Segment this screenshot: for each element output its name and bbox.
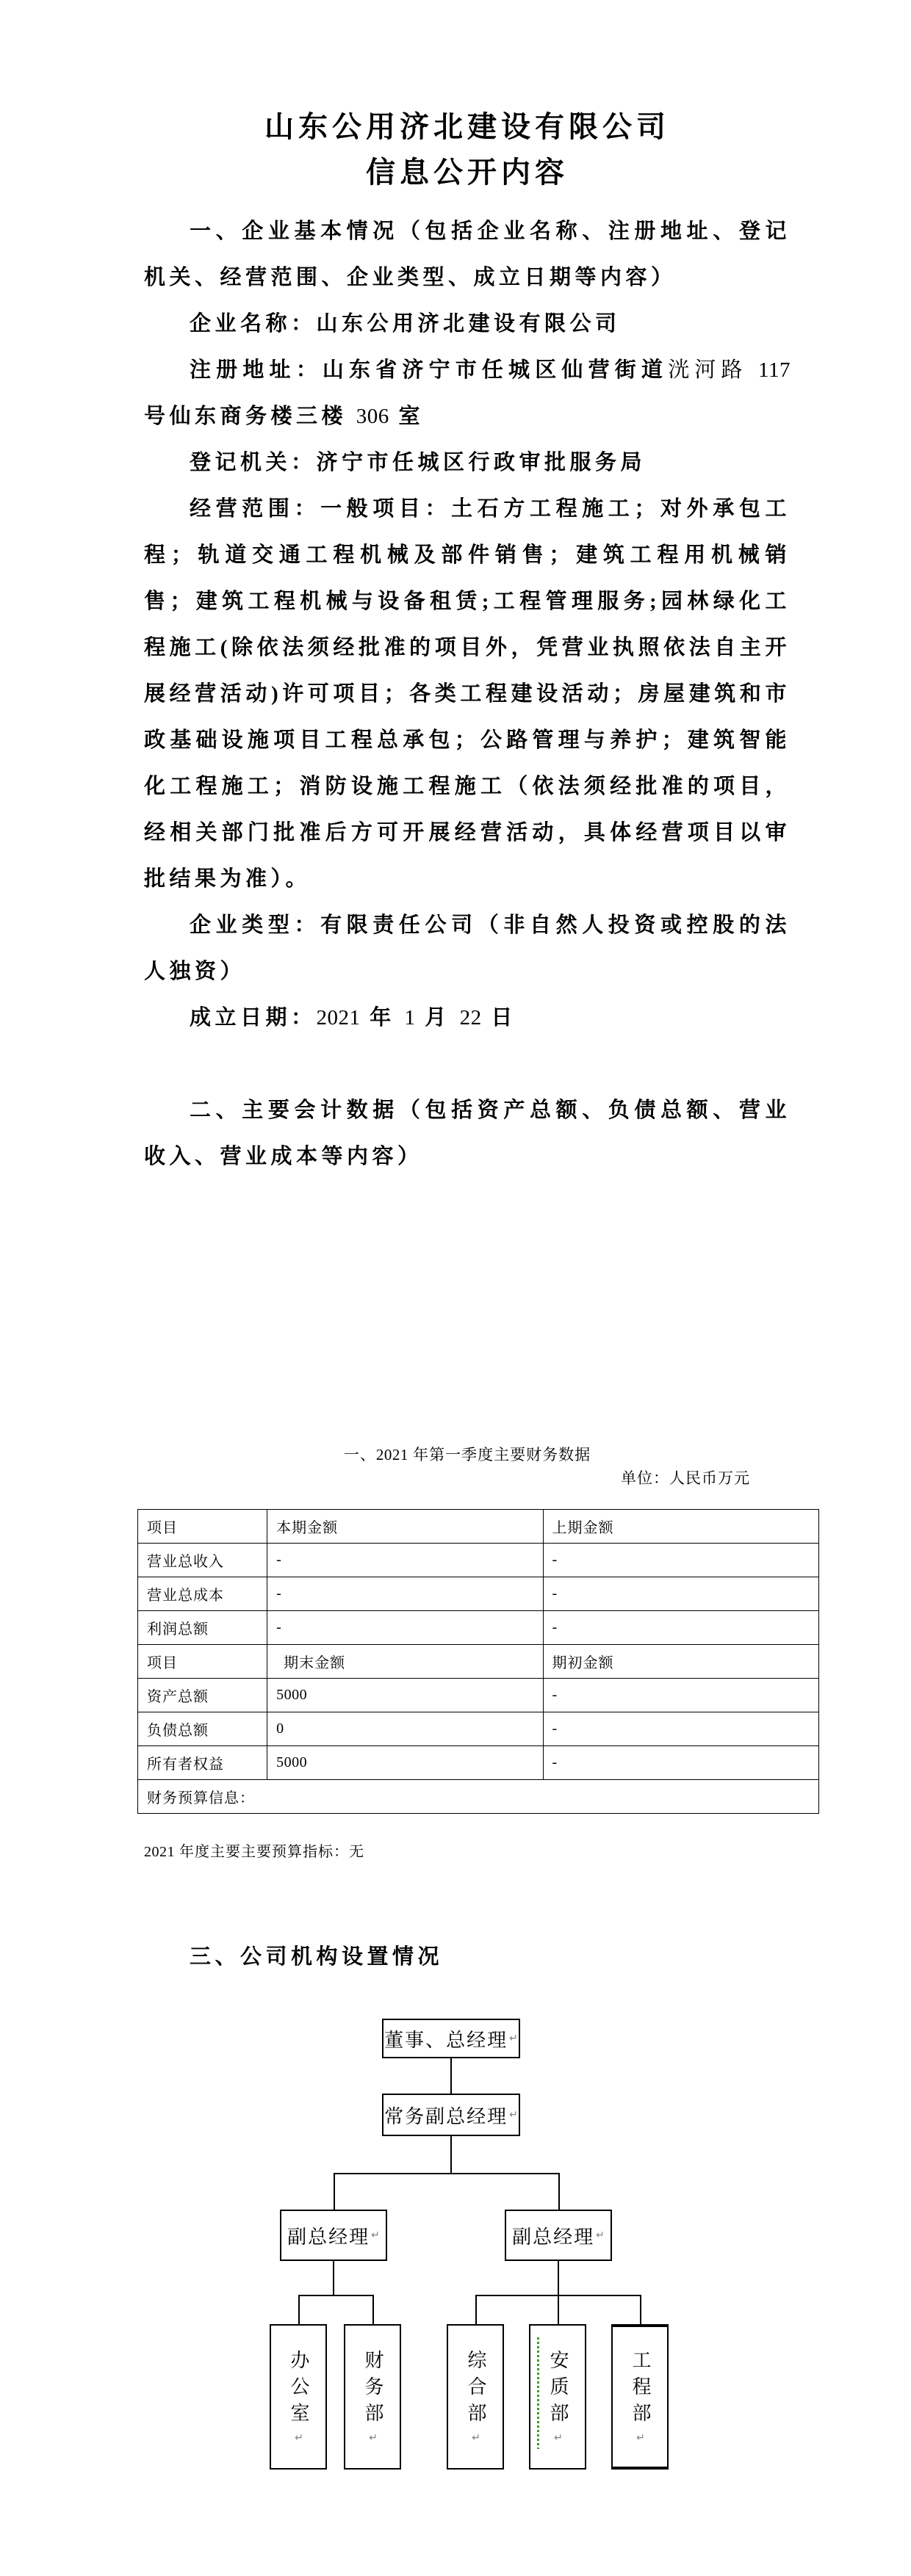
enterprise-type-row [144,902,791,995]
budget-note: 2021 年度主要主要预算指标：无 [144,1844,364,1860]
financial-table [137,1509,819,1814]
section1-heading: 一、企业基本情况（包括企业名称、注册地址、登记机关、经营范围、企业类型、成立日期等内容） [144,220,791,289]
return-mark: ↵ [371,2229,380,2241]
org-connector-drop-general [475,2295,477,2324]
enterprise-name-label: 企业名称 [190,312,292,336]
org-connector-drop-safety [558,2295,559,2324]
return-mark: ↵ [470,2432,481,2444]
section3-heading: 三、公司机构设置情况 [190,1945,444,1969]
org-node-dept-finance [344,2324,401,2470]
table-cell: 资产总额 [138,1679,267,1712]
table-cell: 所有者权益 [138,1746,267,1780]
return-mark: ↵ [596,2229,605,2241]
table-row [138,1679,819,1712]
table-cell: - [543,1746,818,1780]
table-cell: - [267,1577,543,1611]
establishment-date-label: 成立日期 [190,1006,292,1030]
org-connector-drop-engineering [640,2295,641,2324]
return-mark: ↵ [509,2109,518,2121]
table-footer-cell: 财务预算信息： [138,1780,819,1814]
org-connector-drop-vice-right [558,2173,560,2210]
table-row [138,1645,819,1679]
table-cell: 负债总额 [138,1712,267,1746]
org-node-vice-left-label: 副总经理 [287,2226,370,2248]
table-cell: 本期金额 [267,1510,543,1544]
table-cell: 上期金额 [543,1510,818,1544]
table-cell: 项目 [138,1510,267,1544]
table-cell: 项目 [138,1645,267,1679]
financial-table-caption: 一、2021 年第一季度主要财务数据 [343,1446,591,1464]
establishment-date-row [144,995,791,1041]
registry-authority-label: 登记机关 [190,451,292,474]
table-row [138,1544,819,1577]
document-title-line2: 信息公开内容 [366,156,569,189]
org-node-dept-engineering-label: 工程部 [630,2350,651,2429]
table-cell: - [543,1679,818,1712]
enterprise-type-label: 企业类型 [190,913,295,937]
return-mark: ↵ [367,2432,378,2444]
org-connector-drop-vice-left [334,2173,335,2210]
spellcheck-squiggle [537,2337,539,2449]
org-connector-vice-left-down [333,2261,334,2295]
registered-address-value-2: 洸河路 [668,358,748,382]
org-node-dept-office [270,2324,327,2470]
table-row [138,1712,819,1746]
table-cell: - [543,1544,818,1577]
table-cell: 营业总收入 [138,1544,267,1577]
return-mark: ↵ [552,2432,563,2444]
table-cell: - [267,1544,543,1577]
registered-address-label: 注册地址 [190,358,296,382]
table-cell: 5000 [267,1746,543,1780]
org-connector-root-to-deputy [450,2058,452,2094]
org-connector-split-level3 [334,2173,560,2174]
org-node-dept-safety [529,2324,586,2470]
org-node-vice-right [505,2210,612,2261]
registered-address-value-3: 117 号仙东商务楼三楼 306 室 [144,358,791,428]
table-row [138,1611,819,1645]
org-connector-drop-office [298,2295,300,2324]
org-node-vice-right-label: 副总经理 [512,2226,595,2248]
org-connector-split-left-depts [299,2295,374,2296]
table-cell: 期初金额 [543,1645,818,1679]
org-connector-drop-finance [372,2295,374,2324]
org-chart [206,2013,676,2490]
registry-authority-value: ：济宁市任城区行政审批服务局 [291,451,647,474]
registry-authority-row [144,440,791,486]
table-footer-row [138,1780,819,1814]
section2-heading: 二、主要会计数据（包括资产总额、负债总额、营业收入、营业成本等内容） [144,1099,791,1168]
org-connector-vice-right-down [558,2261,559,2295]
table-cell: - [543,1611,818,1645]
org-node-dept-finance-label: 财务部 [362,2350,384,2429]
business-scope-label: 经营范围 [190,497,295,521]
return-mark: ↵ [293,2432,304,2444]
org-node-dept-office-label: 办公室 [288,2350,309,2429]
org-node-root [382,2019,520,2058]
org-node-dept-general-label: 综合部 [465,2350,486,2429]
org-node-dept-general [447,2324,504,2470]
table-row [138,1510,819,1544]
return-mark: ↵ [509,2033,518,2044]
table-cell: - [543,1577,818,1611]
table-cell: 0 [267,1712,543,1746]
registered-address-row [144,347,791,440]
table-row [138,1577,819,1611]
financial-table-unit: 单位：人民币万元 [621,1469,750,1487]
establishment-date-value: ：2021 年 1 月 22 日 [291,1006,516,1030]
table-cell: 5000 [267,1679,543,1712]
table-cell: 利润总额 [138,1611,267,1645]
org-connector-deputy-down [450,2136,452,2173]
business-scope-row [144,486,791,902]
table-cell: - [543,1712,818,1746]
table-cell: 期末金额 [267,1645,543,1679]
enterprise-type-value: ：有限责任公司（非自然人投资或控股的法人独资） [144,913,791,983]
org-node-vice-left [280,2210,387,2261]
document-title-line1: 山东公用济北建设有限公司 [264,111,670,143]
return-mark: ↵ [635,2432,646,2444]
enterprise-name-row [144,301,791,347]
business-scope-value: ：一般项目：土石方工程施工；对外承包工程；轨道交通工程机械及部件销售；建筑工程用机械销售；建筑工程机械与设备租赁;工程管理服务;园林绿化工程施工(除依法须经批准的项目外，凭营业执照依法自主开展经营活动)许可项目；各类工程建设活动；房屋建筑和市政基础设施项目工程总承包；公路管理与养护；建筑智能化工程施工；消防设施工程施工（依法须经批准的项目，经相关部门批准后方可开展经营活动，具体经营项目以审批结果为准）。 [144,497,791,891]
enterprise-name-value: ：山东公用济北建设有限公司 [291,312,621,336]
org-node-executive-deputy [382,2094,520,2136]
table-row [138,1746,819,1780]
org-node-executive-deputy-label: 常务副总经理 [384,2105,508,2127]
registered-address-value-1: ：山东省济宁市任城区仙营街道 [295,358,669,382]
table-cell: 营业总成本 [138,1577,267,1611]
org-node-dept-engineering [611,2324,669,2470]
org-node-root-label: 董事、总经理 [384,2029,508,2051]
org-node-dept-safety-label: 安质部 [547,2350,569,2429]
table-cell: - [267,1611,543,1645]
